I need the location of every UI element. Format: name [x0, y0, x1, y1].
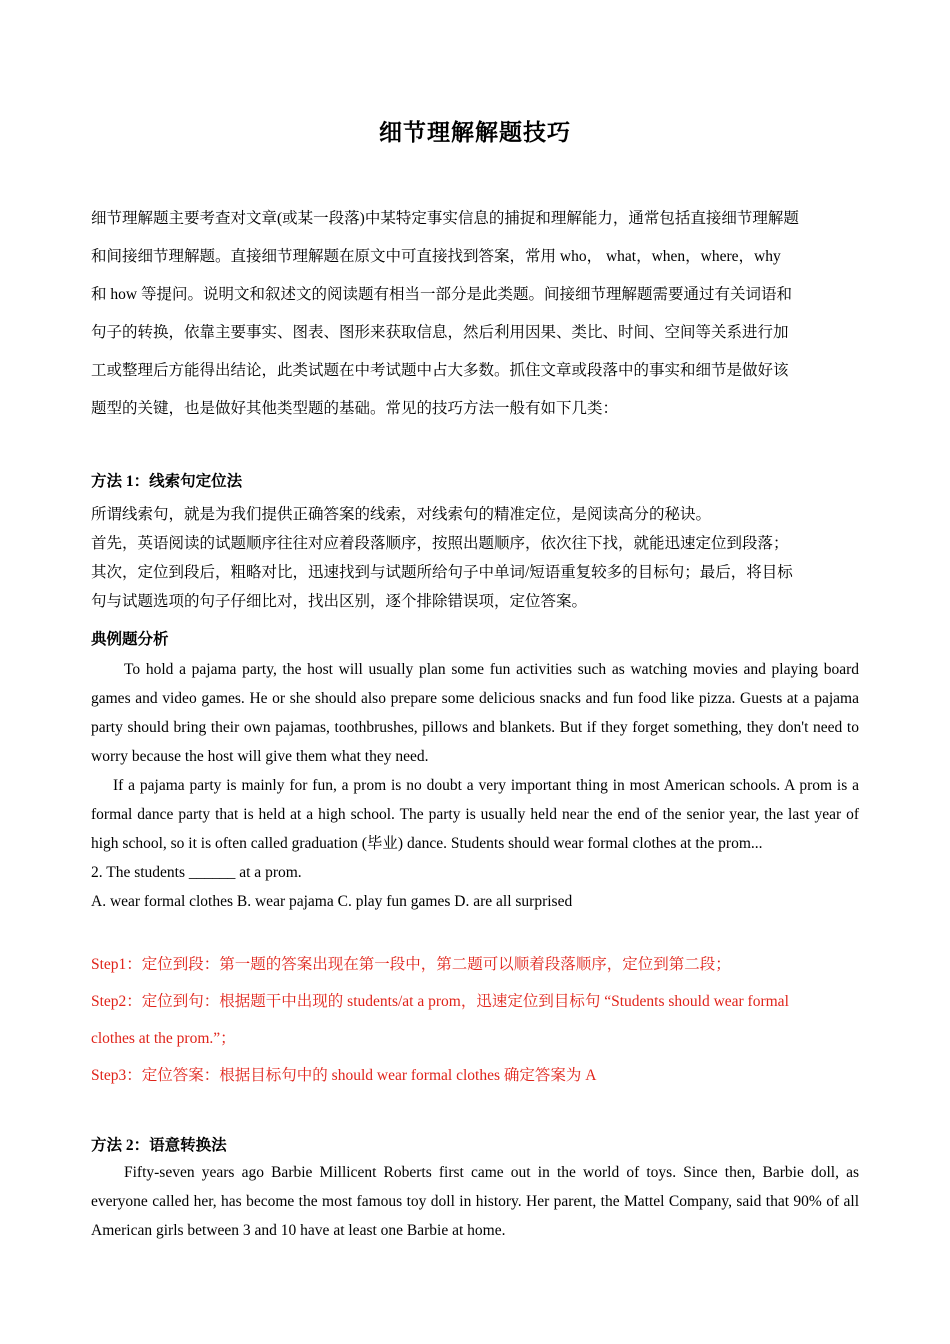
- method1-heading: 方法 1：线索句定位法: [91, 472, 243, 490]
- intro-paragraph: [91, 200, 859, 428]
- example-passage: [91, 655, 859, 916]
- step-2-continued: clothes at the prom.”；: [91, 1030, 236, 1047]
- method2-passage: [91, 1158, 859, 1245]
- passage-paragraph: Fifty-seven years ago Barbie Millicent Roberts first came out in the world of toys. Since then, Barbie doll, as everyone called her, has become the most famous toy doll in history. Her parent, the Mattel Company, said that 90% of all American girls between 3 and 10 have at least one Barbie at home.: [91, 1164, 859, 1239]
- intro-line: 和 how 等提问。说明文和叙述文的阅读题有相当一部分是此类题。间接细节理解题需要通过有关词语和: [91, 286, 792, 303]
- intro-line: 工或整理后方能得出结论，此类试题在中考试题中占大多数。抓住文章或段落中的事实和细节是做好该: [91, 362, 789, 379]
- method2-heading: 方法 2：语意转换法: [91, 1136, 227, 1154]
- explanation-line: 句与试题选项的句子仔细比对，找出区别，逐个排除错误项，定位答案。: [91, 593, 588, 610]
- step-1: Step1：定位到段：第一题的答案出现在第一段中，第二题可以顺着段落顺序，定位到第二段；: [91, 956, 731, 973]
- page-title: 细节理解解题技巧: [379, 120, 571, 146]
- explanation-line: 首先，英语阅读的试题顺序往往对应着段落顺序，按照出题顺序，依次往下找，就能迅速定位到段落；: [91, 535, 789, 552]
- question-options: A. wear formal clothes B. wear pajama C. play fun games D. are all surprised: [91, 893, 573, 910]
- passage-paragraph-2: If a pajama party is mainly for fun, a prom is no doubt a very important thing in most American schools. A prom is a formal dance party that is held at a high school. The party is usually held near the end of the senior year, the last year of high school, so it is often called graduation (毕业) dance. Students should wear formal clothes at the prom...: [91, 777, 859, 852]
- explanation-line: 所谓线索句，就是为我们提供正确答案的线索，对线索句的精准定位，是阅读高分的秘诀。: [91, 506, 712, 523]
- intro-line: 细节理解题主要考查对文章(或某一段落)中某特定事实信息的捕捉和理解能力，通常包括直接细节理解题: [91, 210, 799, 227]
- example-heading: 典例题分析: [91, 630, 169, 648]
- intro-line: 句子的转换，依靠主要事实、图表、图形来获取信息，然后利用因果、类比、时间、空间等关系进行加: [91, 324, 789, 341]
- intro-line: 和间接细节理解题。直接细节理解题在原文中可直接找到答案，常用 who， what，when，where，why: [91, 248, 781, 265]
- explanation-line: 其次，定位到段后，粗略对比，迅速找到与试题所给句子中单词/短语重复较多的目标句；最后，将目标: [91, 564, 793, 581]
- step-2: Step2：定位到句：根据题干中出现的 students/at a prom，迅速定位到目标句 “Students should wear formal: [91, 993, 789, 1010]
- passage-paragraph-1: To hold a pajama party, the host will usually plan some fun activities such as watching movies and playing board games and video games. He or she should also prepare some delicious snacks and fun food like pizza. Guests at a pajama party should bring their own pajamas, toothbrushes, pillows and blankets. But if they forget something, they don't need to worry because the host will give them what they need.: [91, 661, 859, 765]
- step-3: Step3：定位答案：根据目标句中的 should wear formal clothes 确定答案为 A: [91, 1067, 597, 1084]
- question-text: 2. The students ______ at a prom.: [91, 864, 302, 881]
- solution-steps: [91, 946, 859, 1094]
- intro-line: 题型的关键，也是做好其他类型题的基础。常见的技巧方法一般有如下几类：: [91, 400, 619, 417]
- method1-explanation: [91, 500, 859, 616]
